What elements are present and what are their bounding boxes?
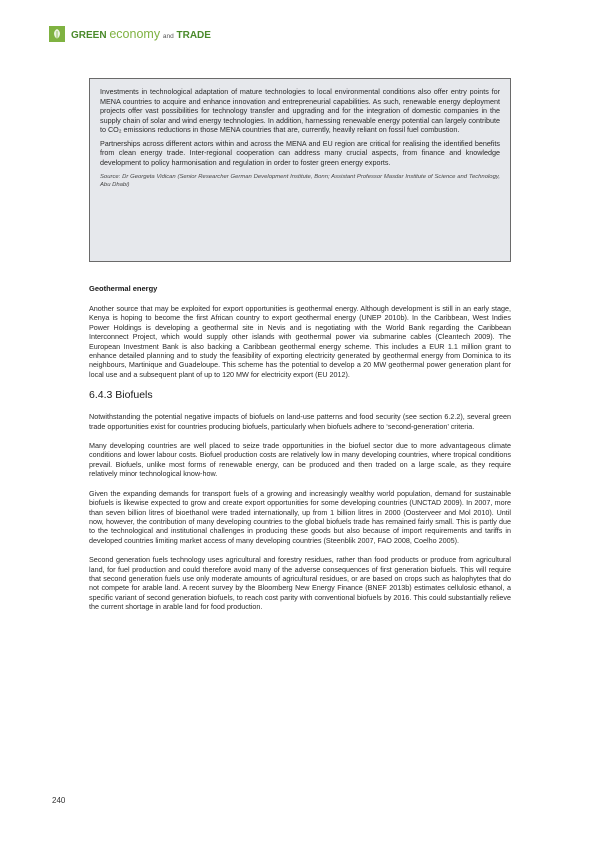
section-heading-biofuels: 6.4.3 Biofuels bbox=[89, 389, 153, 402]
page-header bbox=[49, 26, 299, 46]
paragraph: Many developing countries are well placed to seize trade opportunities in the biofuel sector due to more advantageous climate conditions and lower labour costs. Biofuel production costs are relatively low in many developing countries, where tropical conditions prevail. Biofuels, unlike most forms of renewable energy, can be produced and then traded on a large scale, as they require relatively minor technological know-how. bbox=[89, 441, 511, 479]
main-content bbox=[89, 284, 511, 622]
paragraph: Given the expanding demands for transport fuels of a growing and increasingly wealthy world population, demand for sustainable biofuels is likewise expected to grow and create export opportunities for some developing countries (UNCTAD 2009). In 2007, more than seven billion litres of bioethanol were traded internationally, up from 1 billion litres in 2000 (Oosterveer and Mol 2010). Until now, however, the contribution of many developing countries to the global biofuels trade has remained fairly small. This is partly due to the technological and institutional challenges in producing these goods but also because of import requirements and tariffs in developed countries limiting market access of many developing countries (Steenblik 2007, FAO 2008, Coelho 2005). bbox=[89, 488, 511, 545]
callout-box bbox=[89, 78, 511, 262]
brand-green: GREEN bbox=[71, 30, 107, 41]
box-source: Source: Dr Georgeta Vidican (Senior Researcher German Development Institute, Bonn; Assistant Professor Masdar Institute of Science and Technology, Abu Dhabi) bbox=[100, 174, 500, 189]
brand-economy: economy bbox=[109, 27, 161, 41]
paragraph: Notwithstanding the potential negative impacts of biofuels on land-use patterns and food security (see section 6.2.2), several green trade opportunities exist for countries producing biofuels, particularly when biofuels adhere to ‘second-generation’ criteria. bbox=[89, 412, 511, 431]
page-number: 240 bbox=[52, 796, 66, 805]
section-heading-geothermal: Geothermal energy bbox=[89, 284, 158, 293]
leaf-icon bbox=[52, 28, 62, 40]
box-paragraph: Partnerships across different actors within and across the MENA and EU region are critical for realising the identified benefits from clean energy trade. Inter-regional cooperation can address many crucial aspects, from finance and knowledge development to policy harmonisation and regulation in order to foster green energy exports. bbox=[100, 138, 500, 167]
paragraph: Second generation fuels technology uses agricultural and forestry residues, rather than food products or produce from agricultural land, for fuel production and could therefore avoid many of the adverse consequences of first generation biofuels. This will require that second generation fuels use only moderate amounts of agricultural residues, or are based on crops such as halophytes that do not compete for arable land. A recent survey by the Bloomberg New Energy Finance (BNEF 2013b) estimates cellulosic ethanol, a specific variant of second generation biofuels, to reach cost parity with conventional biofuels by 2016. This could substantially relieve the current shortage in arable land for food production. bbox=[89, 555, 511, 612]
brand-trade: TRADE bbox=[176, 30, 211, 41]
brand-and: and bbox=[162, 33, 174, 40]
brand-title bbox=[71, 27, 211, 44]
paragraph: Another source that may be exploited for export opportunities is geothermal energy. Although development is still in an early stage, Kenya is hoping to become the first African country to export geothermal energy (UNEP 2010b). In the Caribbean, West Indies Power Holdings is developing a geothermal site in Nevis and is negotiating with the World Bank regarding the Caribbean Interconnect Project, which would supply other islands with geothermal power via submarine cables (Cleantech 2009). The European Investment Bank is also backing a Caribbean geothermal energy scheme. This includes a EUR 1.1 million grant to enhance detailed planning and to study the feasibility of exporting electricity generated by geothermal energy from Dominica to its neighbours, Martinique and Guadeloupe. This scheme has the potential to develop a 20 MW geothermal power generation plant for local use and a subsequent plant of up to 120 MW for electricity export (EU 2012). bbox=[89, 304, 511, 379]
box-paragraph: Investments in technological adaptation of mature technologies to local environmental conditions also offer entry points for MENA countries to acquire and enhance innovation and entrepreneurial capabilities. As such, renewable energy deployment projects offer vast possibilities for technology transfer and upgrading and for the integration of domestic companies in the supply chain of solar and wind energy technologies. In addition, harnessing renewable energy potential can largely contribute to CO₂ emissions reductions in those MENA countries that are, currently, heavily reliant on fossil fuel combustion. bbox=[100, 87, 500, 134]
logo-square bbox=[49, 26, 65, 42]
